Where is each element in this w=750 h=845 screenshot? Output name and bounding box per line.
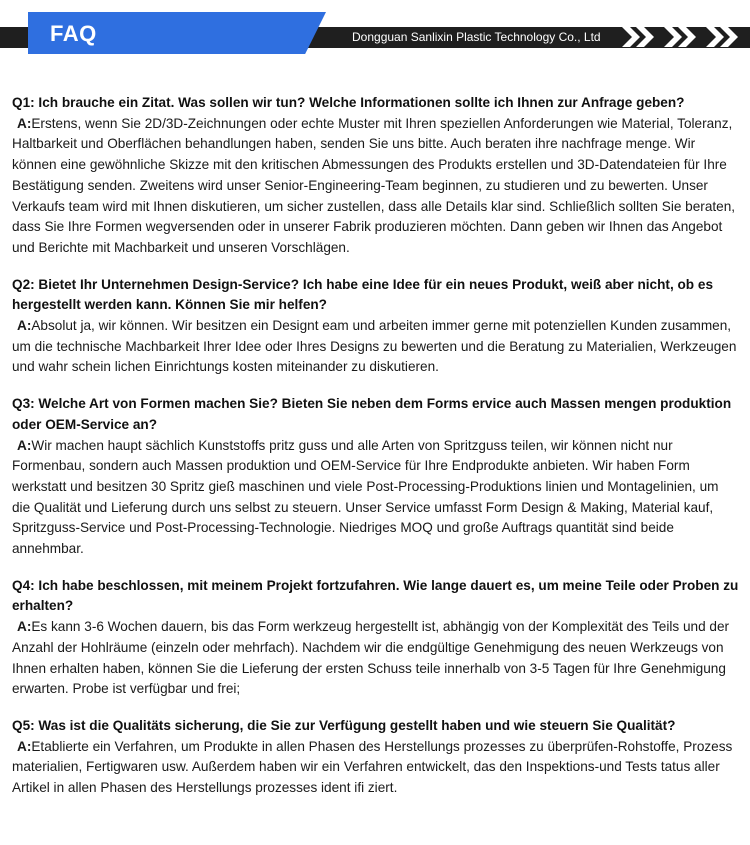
double-chevron-right-icon <box>622 25 742 49</box>
faq-item-q1 <box>12 93 740 259</box>
answer-text: Wir machen haupt sächlich Kunststoffs pritz guss und alle Arten von Spritzguss teilen, wir können nicht nur Formenbau, sondern auch Massen produktion und OEM-Service für Ihre Endprodukte anbieten. Wir haben Form werkstatt und besitzen 30 Spritz gieß maschinen und viele Post-Processing-Produktions linien und Montagelinien, um die Qualität und Lieferung durch uns selbst zu steuern. Unser Service umfasst Form Design & Making, Material kauf, Spritzguss-Service und Post-Processing-Technologie. Niedriges MOQ und große Auftrags quantität sind beide annehmbar. <box>12 437 719 557</box>
answer-text: Absolut ja, wir können. Wir besitzen ein Designt eam und arbeiten immer gerne mit potenziellen Kunden zusammen, um die technische Machbarkeit Ihrer Idee oder Ihres Designs zu bewerten und die Beratung zu Materialien, Werkzeugen und wahr schein lichen Einrichtungs kosten miteinander zu diskutieren. <box>12 318 737 375</box>
answer-text: Erstens, wenn Sie 2D/3D-Zeichnungen oder echte Muster mit Ihren speziellen Anforderungen wie Material, Toleranz, Haltbarkeit und Oberflächen behandlungen haben, senden Sie uns bitte. Auch beraten ihre nachfrage menge. Wir können eine gewöhnliche Skizze mit den kritischen Abmessungen des Produkts erstellen und 3D-Datendateien für Ihre Bestätigung senden. Zweitens wird unser Senior-Engineering-Team beginnen, zu studieren und zu bewerten. Unser Verkaufs team wird mit Ihnen diskutieren, um sicher zustellen, dass alle Details klar sind. Schließlich sollten Sie beraten, dass Sie Ihre Formen wegversenden oder in unserer Fabrik produzieren möchten. Dann geben wir Ihnen das Angebot und Berichte mit Machbarkeit und unseren Vorschlägen. <box>12 115 736 255</box>
faq-item-q5 <box>12 716 740 799</box>
faq-question: Q3: Welche Art von Formen machen Sie? Bieten Sie neben dem Forms ervice auch Massen mengen produktion oder OEM-Service an? <box>12 396 732 432</box>
faq-question: Q2: Bietet Ihr Unternehmen Design-Service? Ich habe eine Idee für ein neues Produkt, weiß aber nicht, ob es hergestellt werden kann. Können Sie mir helfen? <box>12 276 714 313</box>
answer-label: A: <box>17 738 32 754</box>
faq-answer <box>12 316 740 378</box>
faq-title: FAQ <box>50 21 97 46</box>
answer-text: Etablierte ein Verfahren, um Produkte in allen Phasen des Herstellungs prozesses zu überprüfen-Rohstoffe, Prozess materialien, Fertigwaren usw. Außerdem haben wir ein Verfahren entwickelt, das den Inspektions-und Tests tatus aller Artikel in allen Phasen des Herstellungs prozesses ident ifi ziert. <box>12 738 733 796</box>
faq-answer <box>12 617 740 700</box>
faq-item-q2 <box>12 275 740 379</box>
faq-list <box>12 93 740 815</box>
company-name: Dongguan Sanlixin Plastic Technology Co., Ltd <box>352 30 601 44</box>
faq-question: Q1: Ich brauche ein Zitat. Was sollen wir tun? Welche Informationen sollte ich Ihnen zur Anfrage geben? <box>12 95 685 110</box>
faq-answer <box>12 737 740 799</box>
faq-header-banner <box>0 10 750 54</box>
answer-label: A: <box>17 437 32 453</box>
faq-answer <box>12 436 740 560</box>
answer-label: A: <box>17 115 32 131</box>
faq-item-q4 <box>12 576 740 700</box>
faq-answer <box>12 114 740 259</box>
faq-item-q3 <box>12 394 740 560</box>
faq-question: Q5: Was ist die Qualitäts sicherung, die Sie zur Verfügung gestellt haben und wie steuern Sie Qualität? <box>12 717 676 733</box>
answer-label: A: <box>17 619 32 635</box>
answer-text: Es kann 3-6 Wochen dauern, bis das Form werkzeug hergestellt ist, abhängig von der Komplexität des Teils und der Anzahl der Hohlräume (einzeln oder mehrfach). Nachdem wir die endgültige Genehmigung des neuen Werkzeugs von Ihnen erhalten haben, können Sie die Lieferung der ersten Schuss teile innerhalb von 3-5 Tagen für Ihre Genehmigung erwarten. Probe ist verfügbar und frei; <box>12 619 730 697</box>
answer-label: A: <box>17 318 32 334</box>
faq-question: Q4: Ich habe beschlossen, mit meinem Projekt fortzufahren. Wie lange dauert es, um meine Teile oder Proben zu erhalten? <box>12 577 739 614</box>
